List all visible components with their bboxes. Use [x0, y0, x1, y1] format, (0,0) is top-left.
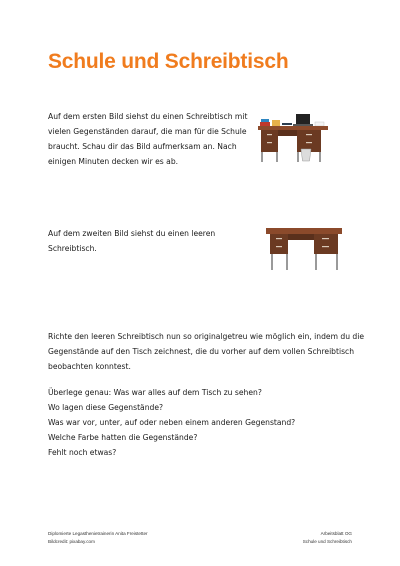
desk-drawer-right	[297, 130, 321, 152]
desk-item-box	[272, 120, 280, 126]
paragraph-instructions: Richte den leeren Schreibtisch nun so originalgetreu wie möglich ein, indem du die Gegenstände auf den Tisch zeichnest, die du vorher auf dem vollen Schreibtisch beobachten konntest.	[48, 332, 365, 371]
desk-leg	[297, 152, 299, 162]
question-item: Fehlt noch etwas?	[48, 448, 117, 457]
footer-worksheet-info	[303, 530, 352, 546]
desk-item-pen	[282, 123, 292, 125]
waste-bin	[301, 149, 311, 161]
desk-leg	[315, 254, 317, 270]
page-title: Schule und Schreibtisch	[48, 50, 289, 73]
desk-back-panel	[278, 130, 297, 136]
desk-leg	[261, 152, 263, 162]
paragraph-full-desk: Auf dem ersten Bild siehst du einen Schreibtisch mit vielen Gegenständen darauf, die man für die Schule braucht. Schau dir das Bild aufmerksam an. Nach einigen Minuten decken wir es ab.	[48, 112, 248, 166]
desk-item-book	[260, 122, 270, 126]
footer-image-credit: Bildcredit: pixabay.com	[48, 539, 95, 544]
desk-top	[258, 126, 328, 130]
desk-drawer-left	[261, 130, 278, 152]
question-item: Wo lagen diese Gegenstände?	[48, 403, 164, 412]
full-desk-image	[256, 113, 332, 165]
paragraph-empty-desk: Auf dem zweiten Bild siehst du einen leeren Schreibtisch.	[48, 229, 216, 253]
footer-author	[48, 530, 148, 546]
desk-drawer-right	[314, 234, 338, 254]
desk-item-paper	[315, 122, 324, 126]
desk-leg	[276, 152, 278, 162]
empty-desk-image	[264, 222, 344, 274]
question-item: Welche Farbe hatten die Gegenstände?	[48, 433, 198, 442]
question-item: Überlege genau: Was war alles auf dem Tisch zu sehen?	[48, 388, 262, 397]
desk-item-laptop-base	[293, 124, 313, 126]
desk-item-book	[261, 119, 269, 122]
footer-author-name: Diplomierte Legasthenietrainerin Anita Freistetter	[48, 531, 148, 536]
desk-top	[266, 228, 342, 234]
desk-item-laptop-screen	[296, 114, 310, 124]
desk-back-panel	[288, 234, 314, 240]
question-item: Was war vor, unter, auf oder neben einem anderen Gegenstand?	[48, 418, 296, 427]
desk-leg	[286, 254, 288, 270]
desk-leg	[271, 254, 273, 270]
desk-leg	[319, 152, 321, 162]
question-list	[48, 385, 368, 460]
desk-leg	[336, 254, 338, 270]
footer-worksheet-title: Schule und Schreibtisch	[302, 539, 352, 544]
desk-drawer-left	[270, 234, 288, 254]
footer-worksheet-label: Arbeitsblatt OG	[320, 531, 352, 536]
